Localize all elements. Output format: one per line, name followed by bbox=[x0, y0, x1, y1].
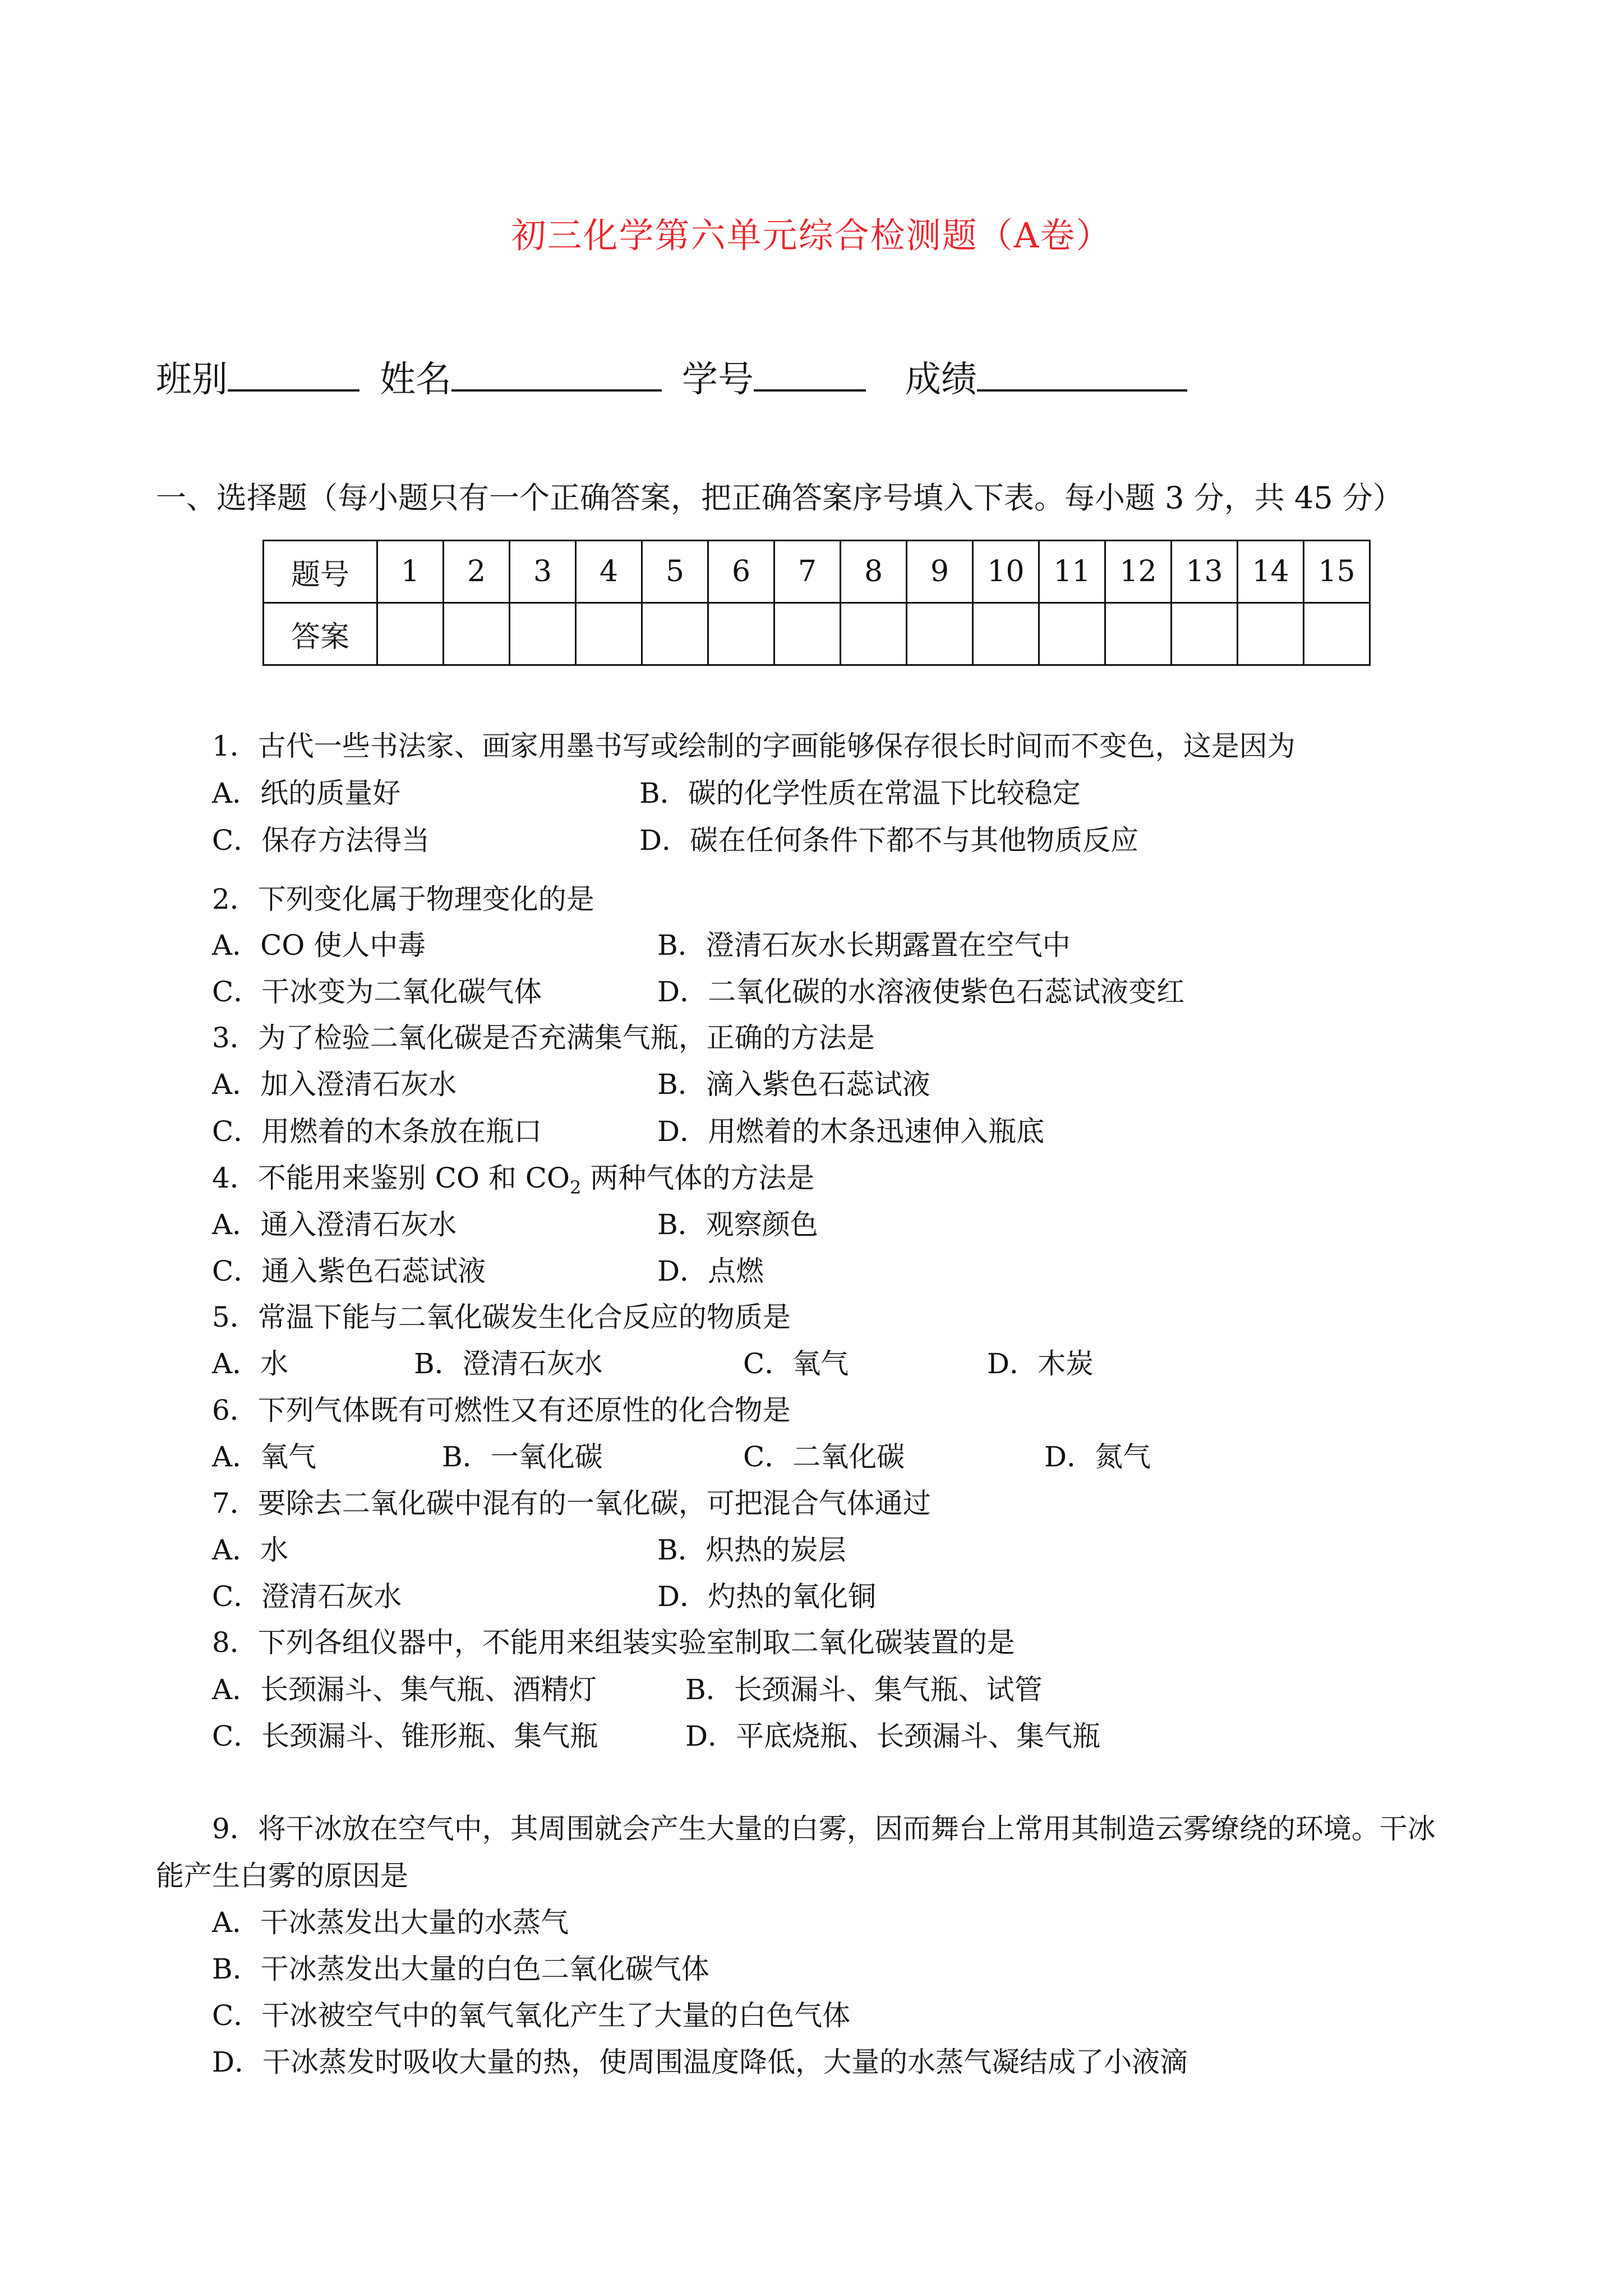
row-header-number: 题号 bbox=[264, 541, 377, 603]
table-cell: 2 bbox=[444, 541, 510, 603]
id-blank bbox=[754, 360, 866, 392]
answer-cell[interactable] bbox=[841, 603, 907, 665]
question-7-option-a: A．水 bbox=[212, 1534, 289, 1566]
question-9-option-a: A．干冰蒸发出大量的水蒸气 bbox=[212, 1906, 569, 1939]
table-row bbox=[264, 541, 1370, 603]
answer-cell[interactable] bbox=[708, 603, 774, 665]
question-3-option-c: C．用燃着的木条放在瓶口 bbox=[212, 1115, 542, 1148]
question-5-option-b: B．澄清石灰水 bbox=[414, 1347, 603, 1380]
table-row bbox=[264, 603, 1370, 665]
question-8-option-c: C．长颈漏斗、锥形瓶、集气瓶 bbox=[212, 1720, 598, 1752]
question-9-stem-line1: 9．将干冰放在空气中，其周围就会产生大量的白雾，因而舞台上常用其制造云雾缭绕的环境。干冰 bbox=[212, 1812, 1436, 1845]
class-label: 班别 bbox=[156, 359, 228, 401]
table-cell: 13 bbox=[1172, 541, 1238, 603]
table-cell: 11 bbox=[1039, 541, 1105, 603]
table-cell: 3 bbox=[510, 541, 576, 603]
question-9-option-d: D．干冰蒸发时吸收大量的热，使周围温度降低，大量的水蒸气凝结成了小液滴 bbox=[212, 2046, 1188, 2078]
answer-table bbox=[262, 540, 1371, 666]
question-5-option-d: D．木炭 bbox=[987, 1347, 1094, 1380]
question-7-stem: 7．要除去二氧化碳中混有的一氧化碳，可把混合气体通过 bbox=[212, 1487, 931, 1520]
table-cell: 10 bbox=[973, 541, 1039, 603]
answer-cell[interactable] bbox=[1172, 603, 1238, 665]
question-1-option-c: C．保存方法得当 bbox=[212, 824, 430, 857]
question-6-option-a: A．氧气 bbox=[212, 1441, 317, 1473]
table-cell: 14 bbox=[1238, 541, 1304, 603]
question-8-option-b: B．长颈漏斗、集气瓶、试管 bbox=[685, 1673, 1043, 1706]
question-5-option-a: A．水 bbox=[212, 1347, 289, 1380]
class-blank bbox=[228, 360, 359, 392]
student-info-row bbox=[156, 351, 1187, 402]
table-cell: 1 bbox=[377, 541, 444, 603]
question-7-option-b: B．炽热的炭层 bbox=[657, 1534, 846, 1566]
question-6-option-d: D．氮气 bbox=[1044, 1441, 1151, 1473]
question-8-option-a: A．长颈漏斗、集气瓶、酒精灯 bbox=[212, 1673, 597, 1706]
answer-cell[interactable] bbox=[1304, 603, 1370, 665]
score-blank bbox=[977, 360, 1187, 392]
question-4-option-b: B．观察颜色 bbox=[657, 1208, 818, 1241]
page-title: 初三化学第六单元综合检测题（A卷） bbox=[511, 215, 1112, 256]
table-cell: 7 bbox=[774, 541, 841, 603]
table-cell: 8 bbox=[841, 541, 907, 603]
answer-cell[interactable] bbox=[1039, 603, 1105, 665]
answer-cell[interactable] bbox=[444, 603, 510, 665]
question-8-option-d: D．平底烧瓶、长颈漏斗、集气瓶 bbox=[685, 1720, 1101, 1752]
question-1-option-a: A．纸的质量好 bbox=[212, 777, 401, 809]
score-label: 成绩 bbox=[905, 359, 977, 401]
table-cell: 9 bbox=[907, 541, 973, 603]
question-8-stem: 8．下列各组仪器中，不能用来组装实验室制取二氧化碳装置的是 bbox=[212, 1626, 1015, 1659]
table-cell: 4 bbox=[576, 541, 642, 603]
answer-cell[interactable] bbox=[1105, 603, 1172, 665]
row-header-answer: 答案 bbox=[264, 603, 377, 665]
question-2-option-d: D．二氧化碳的水溶液使紫色石蕊试液变红 bbox=[657, 976, 1185, 1008]
section-heading: 一、选择题（每小题只有一个正确答案，把正确答案序号填入下表。每小题 3 分，共 45 分） bbox=[156, 480, 1403, 516]
table-cell: 6 bbox=[708, 541, 774, 603]
question-1-option-b: B．碳的化学性质在常温下比较稳定 bbox=[639, 777, 1081, 809]
question-3-option-b: B．滴入紫色石蕊试液 bbox=[657, 1068, 930, 1101]
question-4-option-a: A．通入澄清石灰水 bbox=[212, 1208, 457, 1241]
question-5-stem: 5．常温下能与二氧化碳发生化合反应的物质是 bbox=[212, 1301, 791, 1333]
question-9-stem-line2: 能产生白雾的原因是 bbox=[156, 1860, 408, 1892]
question-2-stem: 2．下列变化属于物理变化的是 bbox=[212, 883, 594, 915]
question-3-stem: 3．为了检验二氧化碳是否充满集气瓶，正确的方法是 bbox=[212, 1022, 875, 1054]
question-4-option-d: D．点燃 bbox=[657, 1255, 764, 1287]
question-2-option-c: C．干冰变为二氧化碳气体 bbox=[212, 976, 542, 1008]
id-label: 学号 bbox=[682, 359, 754, 401]
question-6-option-b: B．一氧化碳 bbox=[442, 1441, 603, 1473]
question-7-option-c: C．澄清石灰水 bbox=[212, 1580, 402, 1613]
table-cell: 5 bbox=[642, 541, 708, 603]
question-1-option-d: D．碳在任何条件下都不与其他物质反应 bbox=[639, 824, 1139, 857]
answer-cell[interactable] bbox=[907, 603, 973, 665]
question-7-option-d: D．灼热的氧化铜 bbox=[657, 1580, 877, 1613]
table-cell: 15 bbox=[1304, 541, 1370, 603]
answer-cell[interactable] bbox=[1238, 603, 1304, 665]
question-2-option-b: B．澄清石灰水长期露置在空气中 bbox=[657, 929, 1071, 961]
answer-cell[interactable] bbox=[774, 603, 841, 665]
question-5-option-c: C．氧气 bbox=[743, 1347, 849, 1380]
question-6-option-c: C．二氧化碳 bbox=[743, 1441, 905, 1473]
question-3-option-a: A．加入澄清石灰水 bbox=[212, 1068, 457, 1101]
answer-cell[interactable] bbox=[377, 603, 444, 665]
question-3-option-d: D．用燃着的木条迅速伸入瓶底 bbox=[657, 1115, 1045, 1148]
question-9-option-b: B．干冰蒸发出大量的白色二氧化碳气体 bbox=[212, 1953, 709, 1985]
question-4-option-c: C．通入紫色石蕊试液 bbox=[212, 1255, 486, 1287]
name-blank bbox=[451, 360, 662, 392]
question-1-stem: 1．古代一些书法家、画家用墨书写或绘制的字画能够保存很长时间而不变色，这是因为 bbox=[212, 730, 1295, 762]
table-cell: 12 bbox=[1105, 541, 1172, 603]
answer-cell[interactable] bbox=[510, 603, 576, 665]
answer-cell[interactable] bbox=[973, 603, 1039, 665]
answer-cell[interactable] bbox=[576, 603, 642, 665]
question-6-stem: 6．下列气体既有可燃性又有还原性的化合物是 bbox=[212, 1394, 791, 1427]
name-label: 姓名 bbox=[380, 359, 451, 401]
question-2-option-a: A．CO 使人中毒 bbox=[212, 929, 426, 961]
answer-cell[interactable] bbox=[642, 603, 708, 665]
question-9-option-c: C．干冰被空气中的氧气氧化产生了大量的白色气体 bbox=[212, 1999, 851, 2032]
question-4-stem: 4．不能用来鉴别 CO 和 $CO_2$ 两种气体的方法是 bbox=[212, 1162, 815, 1198]
